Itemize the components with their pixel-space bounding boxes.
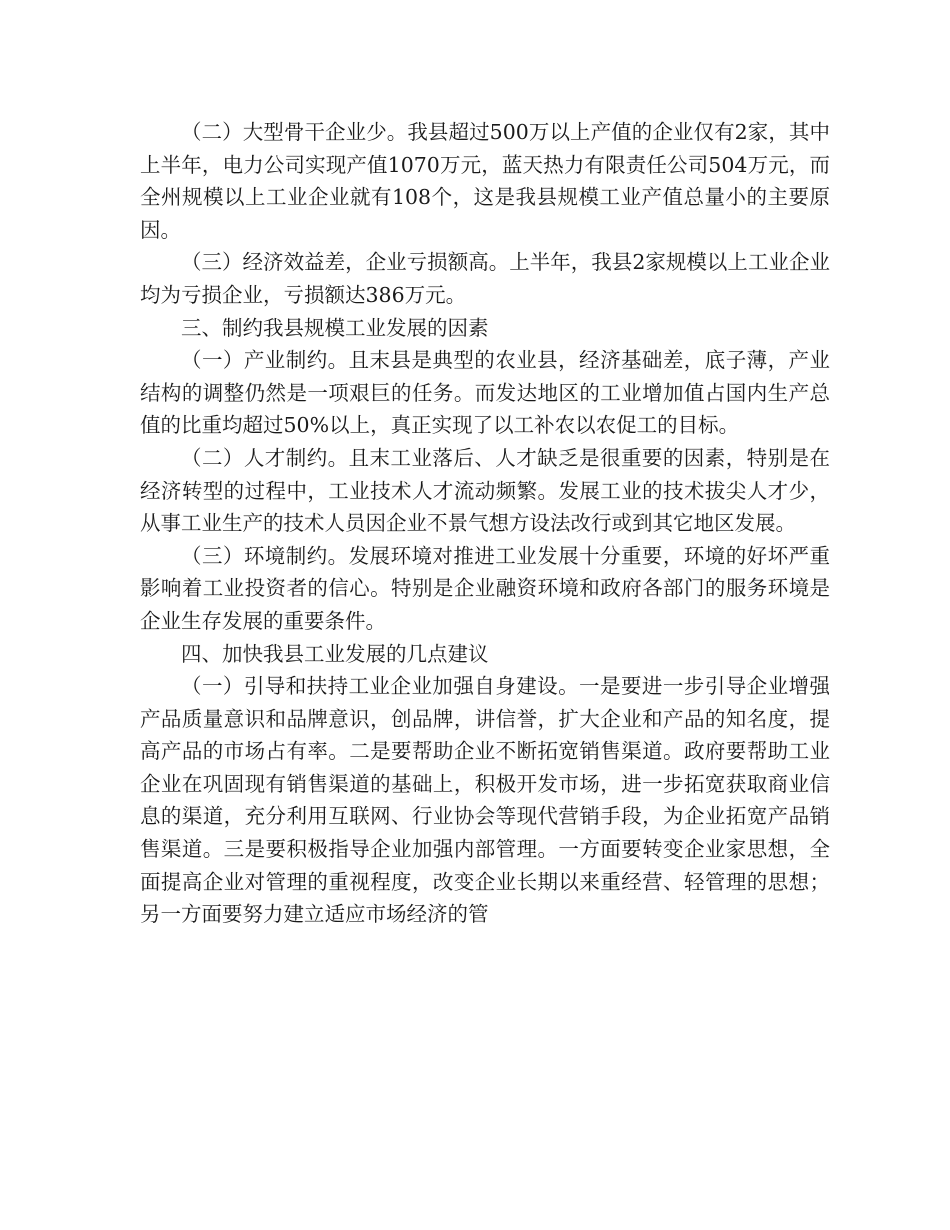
paragraph-economic-efficiency: （三）经济效益差，企业亏损额高。上半年，我县2家规模以上工业企业均为亏损企业，亏损额达386万元。 [140,250,830,307]
section-heading-constraints: 三、制约我县规模工业发展的因素 [181,315,489,340]
section-heading-suggestions: 四、加快我县工业发展的几点建议 [181,641,489,666]
paragraph-industry-constraint: （一）产业制约。且末县是典型的农业县，经济基础差，底子薄，产业结构的调整仍然是一项艰巨的任务。而发达地区的工业增加值占国内生产总值的比重均超过50%以上，真正实现了以工补农以农促工的目标。 [140,348,830,438]
paragraph-guide-and-support: （一）引导和扶持工业企业加强自身建设。一是要进一步引导企业增强产品质量意识和品牌意识，创品牌，讲信誉，扩大企业和产品的知名度，提高产品的市场占有率。二是要帮助企业不断拓宽销售渠道。政府要帮助工业企业在巩固现有销售渠道的基础上，积极开发市场，进一步拓宽获取商业信息的渠道，充分利用互联网、行业协会等现代营销手段，为企业拓宽产品销售渠道。三是要积极指导企业加强内部管理。一方面要转变企业家思想，全面提高企业对管理的重视程度，改变企业长期以来重经营、轻管理的思想；另一方面要努力建立适应市场经济的管 [140,674,830,927]
paragraph-environment-constraint: （三）环境制约。发展环境对推进工业发展十分重要，环境的好坏严重影响着工业投资者的信心。特别是企业融资环境和政府各部门的服务环境是企业生存发展的重要条件。 [140,543,830,633]
paragraph-talent-constraint: （二）人才制约。且末工业落后、人才缺乏是很重要的因素，特别是在经济转型的过程中，工业技术人才流动频繁。发展工业的技术拔尖人才少，从事工业生产的技术人员因企业不景气想方设法改行或到其它地区发展。 [140,445,830,536]
document-page [140,116,830,931]
paragraph-large-enterprises: （二）大型骨干企业少。我县超过500万以上产值的企业仅有2家，其中上半年，电力公司实现产值1070万元，蓝天热力有限责任公司504万元，而全州规模以上工业企业就有108个，这是我县规模工业产值总量小的主要原因。 [140,120,830,242]
